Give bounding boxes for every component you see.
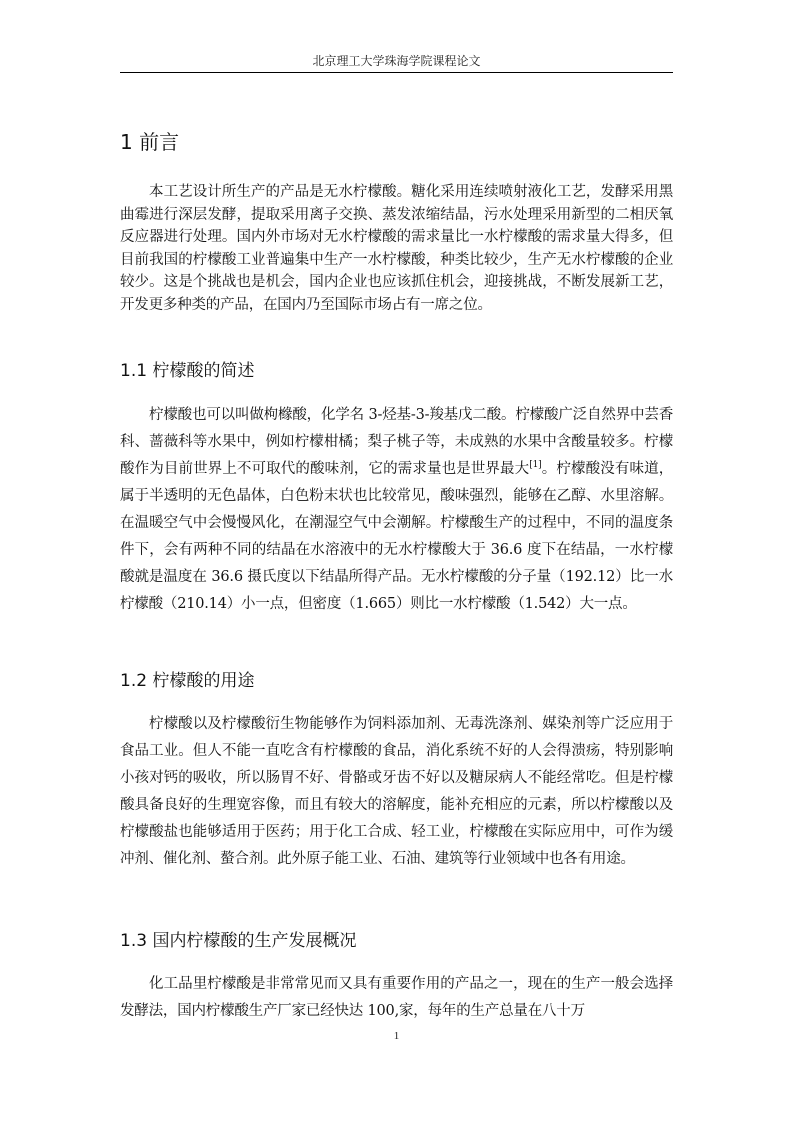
paragraph-1-1-part1: 柠檬酸也可以叫做枸橼酸，化学名 3-烃基-3-羧基戊二酸。柠檬酸广泛自然界中芸香科、蔷薇科等水果中，例如柠檬柑橘；梨子桃子等，未成熟的水果中含酸量较多。柠檬酸作为目前世界上不可取代的酸味剂，它的需求量也是世界最大 — [120, 407, 673, 477]
paragraph-1-1-part2: 。柠檬酸没有味道，属于半透明的无色晶体，白色粉末状也比较常见，酸味强烈，能够在乙醇、水里溶解。在温暖空气中会慢慢风化，在潮湿空气中会潮解。柠檬酸生产的过程中，不同的温度条件下，会有两种不同的结晶在水溶液中的无水柠檬酸大于 36.6 度下在结晶，一水柠檬酸就是温度在 36.6 摄氏度以下结晶所得产品。无水柠檬酸的分子量（192.12）比一水柠檬酸（210.14）小一点，但密度（1.665）则比一水柠檬酸（1.542）大一点。 — [120, 461, 673, 612]
section-heading-1-3: 1.3 国内柠檬酸的生产发展概况 — [120, 931, 357, 951]
paragraph-1-2: 柠檬酸以及柠檬酸衍生物能够作为饲料添加剂、无毒洗涤剂、媒染剂等广泛应用于食品工业。但人不能一直吃含有柠檬酸的食品，消化系统不好的人会得溃疡，特别影响小孩对钙的吸收，所以肠胃不好、骨骼或牙齿不好以及糖尿病人不能经常吃。但是柠檬酸具备良好的生理宽容像，而且有较大的溶解度，能补充相应的元素，所以柠檬酸以及柠檬酸盐也能够适用于医药；用于化工合成、轻工业，柠檬酸在实际应用中，可作为缓冲剂、催化剂、螯合剂。此外原子能工业、石油、建筑等行业领域中也各有用途。 — [120, 716, 673, 867]
running-header: 北京理工大学珠海学院课程论文 — [312, 54, 481, 68]
paragraph-intro: 本工艺设计所生产的产品是无水柠檬酸。糖化采用连续喷射液化工艺，发酵采用黑曲霉进行深层发酵，提取采用离子交换、蒸发浓缩结晶，污水处理采用新型的二相厌氧反应器进行处理。国内外市场对无水柠檬酸的需求量比一水柠檬酸的需求量大得多，但目前我国的柠檬酸工业普遍集中生产一水柠檬酸，种类比较少，生产无水柠檬酸的企业较少。这是个挑战也是机会，国内企业也应该抓住机会，迎接挑战，不断发展新工艺，开发更多种类的产品，在国内乃至国际市场占有一席之位。 — [120, 184, 673, 313]
section-heading-1-2: 1.2 柠檬酸的用途 — [120, 671, 255, 691]
section-heading-1-1: 1.1 柠檬酸的简述 — [120, 361, 255, 381]
citation-marker: [1] — [529, 460, 542, 470]
page-number: 1 — [393, 1030, 400, 1042]
paragraph-1-3: 化工品里柠檬酸是非常常见而又具有重要作用的产品之一，现在的生产一般会选择发酵法，国内柠檬酸生产厂家已经快达 100,家，每年的生产总量在八十万 — [120, 976, 673, 1019]
section-heading-intro: 1 前言 — [120, 130, 180, 154]
paragraph-1-1 — [120, 402, 673, 618]
header-divider — [120, 72, 673, 73]
